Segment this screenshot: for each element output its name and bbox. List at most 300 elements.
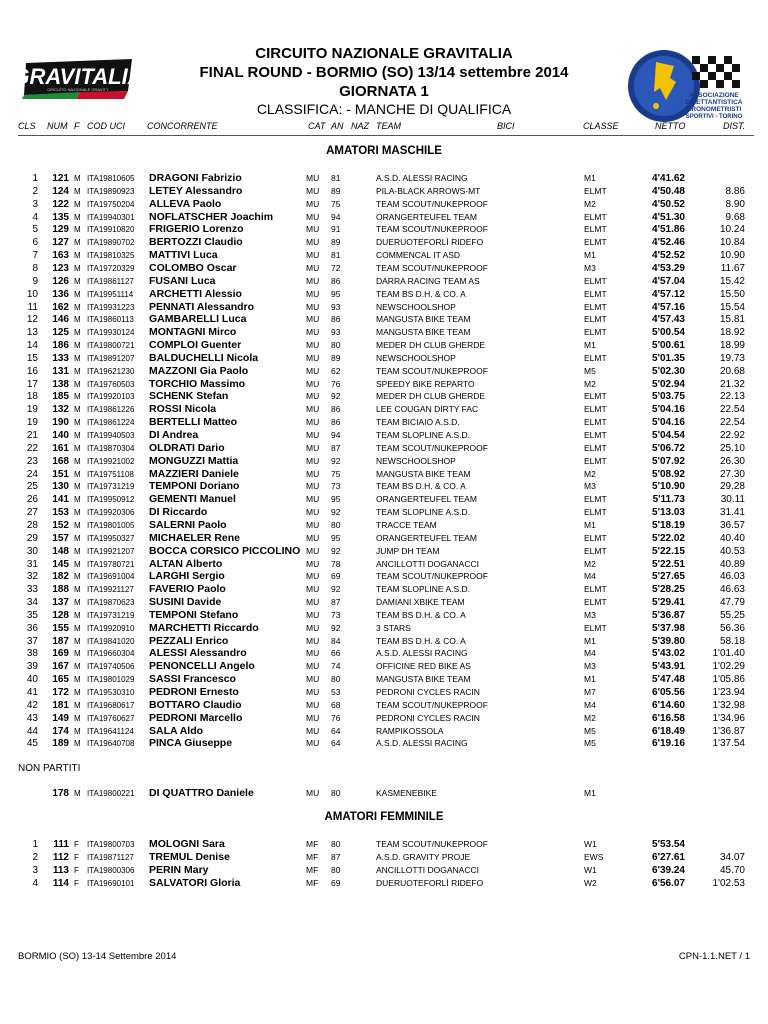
table-row xyxy=(0,275,768,288)
cell-competitor-name: FUSANI Luca xyxy=(149,274,216,287)
cell-gap: 36.57 xyxy=(719,519,745,531)
cell-competitor-name: PERIN Mary xyxy=(149,863,209,876)
cell-category: MU xyxy=(306,237,320,248)
col-dist: DIST. xyxy=(723,121,746,131)
cell-uci-code: ITA19950327 xyxy=(87,533,135,543)
cell-year: 73 xyxy=(331,481,341,492)
cell-team: TEAM SCOUT/NUKEPROOF xyxy=(376,262,488,273)
table-row xyxy=(0,558,768,571)
table-row xyxy=(0,570,768,583)
cell-uci-code: ITA19951114 xyxy=(87,289,134,299)
cell-bib: 174 xyxy=(52,725,69,737)
cell-bib: 168 xyxy=(52,455,69,467)
cell-competitor-name: OLDRATI Dario xyxy=(149,441,225,454)
cell-competitor-name: MATTIVI Luca xyxy=(149,249,218,262)
cell-team: MANGUSTA BIKE TEAM xyxy=(376,468,471,479)
cell-uci-code: ITA19870623 xyxy=(87,598,135,608)
cell-team: PEDRONI CYCLES RACIN xyxy=(376,712,480,723)
cell-class: ELMT xyxy=(584,417,607,428)
cell-team: RAMPIKOSSOLA xyxy=(376,725,444,736)
cell-team: NEWSCHOOLSHOP xyxy=(376,352,456,363)
cell-sex: M xyxy=(74,341,81,351)
cell-sex: M xyxy=(74,174,81,183)
cell-team: ANCILLOTTI DOGANACCI xyxy=(376,864,479,875)
table-row xyxy=(0,596,768,609)
cell-uci-code: ITA19731219 xyxy=(87,610,135,620)
cell-rank: 1 xyxy=(32,839,38,850)
cell-class: M2 xyxy=(584,712,596,723)
cell-class: ELMT xyxy=(584,404,607,415)
cell-competitor-name: PENONCELLI Angelo xyxy=(149,660,255,673)
cell-competitor-name: DI Andrea xyxy=(149,429,199,441)
cell-year: 80 xyxy=(331,519,341,530)
cell-category: MU xyxy=(306,288,320,299)
cell-net-time: 5'53.54 xyxy=(652,839,685,850)
cell-sex: F xyxy=(74,878,79,888)
cell-rank: 7 xyxy=(32,250,38,262)
table-row xyxy=(0,172,768,185)
col-cat: CAT xyxy=(308,121,326,131)
cell-gap: 22.13 xyxy=(719,391,745,403)
cell-gap: 34.07 xyxy=(719,851,745,863)
table-row xyxy=(0,519,768,532)
cell-class: M1 xyxy=(584,173,596,183)
cell-uci-code: ITA19641124 xyxy=(87,726,134,736)
cell-rank: 45 xyxy=(26,738,38,750)
cell-team: ORANGERTEUFEL TEAM xyxy=(376,494,477,505)
cell-competitor-name: TEMPONI Stefano xyxy=(149,608,239,621)
cell-team: ORANGERTEUFEL TEAM xyxy=(376,211,477,222)
cell-bib: 126 xyxy=(52,275,69,287)
cell-rank: 37 xyxy=(26,635,38,647)
cell-sex: M xyxy=(74,662,81,672)
cell-year: 86 xyxy=(331,314,341,325)
cell-bib: 188 xyxy=(52,584,69,596)
col-f: F xyxy=(74,121,80,131)
cell-uci-code: ITA19931223 xyxy=(87,302,135,312)
cell-year: 74 xyxy=(331,661,341,672)
cell-category: MF xyxy=(306,864,319,875)
cell-sex: M xyxy=(74,225,81,235)
cell-bib: 137 xyxy=(52,597,69,609)
cell-gap: 46.63 xyxy=(719,584,745,596)
cell-rank: 21 xyxy=(26,430,38,441)
cell-class: ELMT xyxy=(584,314,607,325)
cell-bib: 113 xyxy=(52,864,69,876)
cell-rank: 22 xyxy=(26,442,38,454)
cell-class: ELMT xyxy=(584,584,607,595)
cell-competitor-name: BOCCA CORSICO PICCOLINO xyxy=(149,544,301,557)
cell-bib: 178 xyxy=(52,788,69,799)
cell-class: ELMT xyxy=(584,494,607,505)
cell-sex: M xyxy=(74,443,81,453)
cell-category: MU xyxy=(306,468,320,479)
cell-bib: 132 xyxy=(52,404,69,416)
cell-sex: M xyxy=(74,186,81,196)
cell-year: 94 xyxy=(331,430,341,440)
cell-year: 53 xyxy=(331,687,341,697)
cell-year: 95 xyxy=(331,288,341,299)
cell-year: 87 xyxy=(331,597,341,608)
cell-category: MU xyxy=(306,584,320,595)
cell-sex: M xyxy=(74,610,81,620)
cell-bib: 140 xyxy=(52,430,69,441)
cell-class: EWS xyxy=(584,851,604,862)
cell-gap: 11.67 xyxy=(720,262,745,274)
cell-competitor-name: MICHAELER Rene xyxy=(149,531,241,544)
cell-category: MU xyxy=(306,301,320,312)
circuit-title: CIRCUITO NAZIONALE GRAVITALIA xyxy=(255,45,513,62)
table-row xyxy=(0,262,768,275)
cell-team: DUERUOTEFORLÌ RIDEFO xyxy=(376,237,484,248)
cell-uci-code: ITA19861224 xyxy=(87,418,135,428)
cell-rank: 14 xyxy=(26,340,38,352)
cell-net-time: 5'04.16 xyxy=(652,404,685,416)
cell-competitor-name: PENNATI Alessandro xyxy=(149,300,255,313)
cell-class: ELMT xyxy=(584,532,607,543)
cell-sex: M xyxy=(74,649,81,659)
cell-year: 92 xyxy=(331,545,341,556)
cell-net-time: 5'47.48 xyxy=(652,674,685,686)
cell-sex: M xyxy=(74,199,81,209)
table-row xyxy=(0,249,768,262)
col-concorrente: CONCORRENTE xyxy=(147,121,218,131)
svg-text:GRAVITALIA: RAVITALIA xyxy=(29,64,138,89)
cell-team: TEAM SCOUT/NUKEPROOF xyxy=(376,839,488,849)
cell-competitor-name: PEDRONI Ernesto xyxy=(149,686,239,698)
cell-team: DUERUOTEFORLÌ RIDEFO xyxy=(376,877,484,888)
section-non-partiti: NON PARTITI xyxy=(18,763,81,774)
cell-gap: 58.18 xyxy=(719,635,745,647)
cell-bib: 129 xyxy=(52,224,69,236)
cell-net-time: 5'04.54 xyxy=(652,430,685,441)
cell-gap: 1'01.40 xyxy=(712,648,745,660)
cell-category: MU xyxy=(306,481,320,492)
cell-category: MU xyxy=(306,699,320,710)
cell-sex: M xyxy=(74,353,81,363)
cell-gap: 40.89 xyxy=(719,558,745,570)
cell-net-time: 5'28.25 xyxy=(652,584,685,596)
cell-rank: 30 xyxy=(26,545,38,557)
cell-team: MEDER DH CLUB GHERDE xyxy=(376,391,486,402)
cell-gap: 1'02.53 xyxy=(712,877,745,889)
cell-year: 92 xyxy=(331,622,341,633)
cell-class: W1 xyxy=(584,839,597,849)
cell-sex: M xyxy=(74,688,81,697)
cell-team: TEAM BICIAIO A.S.D. xyxy=(376,417,460,428)
cell-year: 62 xyxy=(331,365,341,376)
svg-text:ASSOCIAZIONE: ASSOCIAZIONE xyxy=(689,92,739,99)
footer-location-date: BORMIO (SO) 13-14 Settembre 2014 xyxy=(18,951,177,962)
table-row xyxy=(0,455,768,468)
table-row xyxy=(0,851,768,864)
cell-uci-code: ITA19841020 xyxy=(87,636,135,646)
cell-net-time: 6'05.56 xyxy=(652,687,685,698)
table-row xyxy=(0,198,768,211)
cell-bib: 133 xyxy=(52,352,69,364)
cell-year: 64 xyxy=(331,725,341,736)
cell-net-time: 5'22.51 xyxy=(652,558,685,570)
cell-bib: 136 xyxy=(52,288,69,300)
cell-category: MU xyxy=(306,211,320,222)
cell-uci-code: ITA19800703 xyxy=(87,840,135,849)
cell-net-time: 6'56.07 xyxy=(652,877,685,889)
cell-team: TEAM SCOUT/NUKEPROOF xyxy=(376,571,488,582)
cell-sex: M xyxy=(74,379,81,389)
gravitalia-logo xyxy=(20,55,138,101)
cell-sex: M xyxy=(74,276,81,286)
cell-class: ELMT xyxy=(584,327,607,338)
ranking-title: CLASSIFICA: - MANCHE DI QUALIFICA xyxy=(256,101,512,117)
cell-uci-code: ITA19800221 xyxy=(87,789,135,798)
cell-category: MU xyxy=(306,275,320,286)
cell-team: MANGUSTA BIKE TEAM xyxy=(376,674,471,685)
cell-bib: 148 xyxy=(52,545,69,557)
cell-uci-code: ITA19860113 xyxy=(87,315,134,325)
table-row xyxy=(0,185,768,198)
cell-rank: 38 xyxy=(26,648,38,660)
cell-sex: M xyxy=(74,289,81,299)
cell-bib: 172 xyxy=(52,687,69,698)
cell-gap: 1'32.98 xyxy=(712,699,745,711)
cell-sex: M xyxy=(74,520,81,530)
cell-class: M2 xyxy=(584,378,596,389)
cell-year: 80 xyxy=(331,864,341,875)
cell-uci-code: ITA19800306 xyxy=(87,865,135,875)
cell-class: ELMT xyxy=(584,301,607,312)
cell-class: ELMT xyxy=(584,545,607,556)
cell-gap: 8.90 xyxy=(725,198,745,210)
cell-team: OFFICINE RED BIKE AS xyxy=(376,661,471,672)
cell-uci-code: ITA19621230 xyxy=(87,366,135,376)
cell-team: 3 STARS xyxy=(376,622,411,633)
table-row xyxy=(0,236,768,249)
cell-uci-code: ITA19660304 xyxy=(87,649,135,659)
cell-net-time: 4'50.52 xyxy=(652,198,685,210)
cell-class: M3 xyxy=(584,609,596,620)
cell-gap: 22.92 xyxy=(719,430,745,441)
cell-class: ELMT xyxy=(584,430,607,440)
cell-rank: 27 xyxy=(26,507,38,519)
cell-net-time: 5'13.03 xyxy=(652,507,685,519)
cell-competitor-name: BERTOZZI Claudio xyxy=(149,236,243,249)
cell-category: MU xyxy=(306,494,320,505)
cell-net-time: 5'22.02 xyxy=(652,532,685,544)
cell-rank: 11 xyxy=(27,301,38,313)
cell-year: 93 xyxy=(331,327,341,338)
table-row xyxy=(0,737,768,750)
cell-year: 86 xyxy=(331,404,341,415)
cell-team: A.S.D. ALESSI RACING xyxy=(376,173,468,183)
cell-category: MU xyxy=(306,417,320,428)
cell-class: M1 xyxy=(584,250,596,261)
cell-uci-code: ITA19861226 xyxy=(87,405,135,415)
cell-category: MU xyxy=(306,558,320,569)
cell-class: M1 xyxy=(584,635,596,646)
cell-team: NEWSCHOOLSHOP xyxy=(376,301,456,312)
cell-year: 93 xyxy=(331,301,341,312)
cell-uci-code: ITA19800721 xyxy=(87,341,135,351)
cell-team: LEE COUGAN DIRTY FAC xyxy=(376,404,479,415)
cell-net-time: 4'52.46 xyxy=(652,237,685,249)
cell-sex: M xyxy=(74,585,81,595)
cell-class: M5 xyxy=(584,738,596,749)
cell-sex: M xyxy=(74,328,81,338)
cell-competitor-name: PEDRONI Marcello xyxy=(149,711,243,724)
col-team: TEAM xyxy=(376,121,402,131)
cell-bib: 189 xyxy=(52,738,69,750)
cell-class: ELMT xyxy=(584,597,607,608)
cell-bib: 186 xyxy=(52,340,69,352)
cell-year: 95 xyxy=(331,532,341,543)
cell-sex: M xyxy=(74,546,81,556)
cell-category: MU xyxy=(306,404,320,415)
cell-uci-code: ITA19750204 xyxy=(87,199,135,209)
table-row xyxy=(0,864,768,877)
cell-category: MU xyxy=(306,507,320,518)
table-row xyxy=(0,532,768,545)
cell-competitor-name: SALERNI Paolo xyxy=(149,518,227,531)
cell-rank: 25 xyxy=(26,481,38,493)
table-row xyxy=(0,223,768,236)
cell-bib: 161 xyxy=(52,442,69,454)
cell-bib: 182 xyxy=(52,571,69,583)
cell-bib: 167 xyxy=(52,661,69,673)
cell-sex: F xyxy=(74,865,79,875)
cell-team: TEAM BS D.H. & CO. A xyxy=(376,609,466,620)
cell-bib: 190 xyxy=(52,417,69,429)
cell-gap: 31.41 xyxy=(719,507,745,519)
cell-gap: 19.73 xyxy=(719,352,745,364)
cell-competitor-name: MONGUZZI Mattia xyxy=(149,454,239,467)
cell-bib: 124 xyxy=(52,185,69,197)
cell-sex: M xyxy=(74,238,81,248)
cell-competitor-name: SALA Aldo xyxy=(149,724,204,737)
cell-year: 92 xyxy=(331,455,341,466)
table-row xyxy=(0,699,768,712)
cell-year: 75 xyxy=(331,198,341,209)
cell-uci-code: ITA19921002 xyxy=(87,456,135,466)
cell-competitor-name: COMPLOI Guenter xyxy=(149,339,242,352)
cell-category: MU xyxy=(306,545,320,556)
cell-year: 80 xyxy=(331,674,341,685)
cell-bib: 112 xyxy=(52,851,69,863)
cell-bib: 128 xyxy=(52,609,69,621)
cell-category: MU xyxy=(306,224,320,235)
cell-sex: M xyxy=(74,431,81,440)
cell-class: M4 xyxy=(584,648,596,659)
cell-gap: 1'37.54 xyxy=(712,738,745,750)
cell-net-time: 5'18.19 xyxy=(652,519,685,531)
cell-competitor-name: TEMPONI Doriano xyxy=(149,480,240,493)
cell-net-time: 4'41.62 xyxy=(652,173,685,184)
cell-sex: M xyxy=(74,469,81,479)
cell-rank: 4 xyxy=(32,877,38,889)
cell-net-time: 4'57.43 xyxy=(652,314,685,326)
cell-competitor-name: DRAGONI Fabrizio xyxy=(149,172,242,184)
section-amatori-femminile: AMATORI FEMMINILE xyxy=(324,811,444,823)
cell-bib: 151 xyxy=(52,468,69,480)
cell-rank: 2 xyxy=(32,185,38,197)
cell-gap: 20.68 xyxy=(719,365,745,377)
cell-net-time: 5'11.73 xyxy=(652,494,685,506)
event-title: FINAL ROUND - BORMIO (SO) 13/14 settembre 2014 xyxy=(199,64,569,81)
cell-rank: 12 xyxy=(26,314,38,326)
cell-bib: 130 xyxy=(52,481,69,493)
cell-team: MEDER DH CLUB GHERDE xyxy=(376,340,486,351)
table-row xyxy=(0,609,768,622)
cell-competitor-name: GAMBARELLI Luca xyxy=(149,313,247,326)
cell-class: ELMT xyxy=(584,288,607,299)
cell-category: MU xyxy=(306,648,320,659)
cell-rank: 6 xyxy=(32,237,38,249)
cell-bib: 152 xyxy=(52,519,69,531)
cell-gap: 1'34.96 xyxy=(712,712,745,724)
cell-year: 68 xyxy=(331,699,341,710)
cell-gap: 45.70 xyxy=(719,864,745,876)
cell-category: MU xyxy=(306,609,320,620)
cell-competitor-name: FRIGERIO Lorenzo xyxy=(149,223,244,236)
cell-team: TEAM BS D.H. & CO. A xyxy=(376,635,466,646)
cell-team: ANCILLOTTI DOGANACCI xyxy=(376,558,479,569)
cell-category: MU xyxy=(306,442,320,453)
cell-sex: M xyxy=(74,315,81,325)
cell-gap: 22.54 xyxy=(719,404,745,416)
cell-competitor-name: FAVERIO Paolo xyxy=(149,583,226,596)
cell-gap: 47.79 xyxy=(719,597,745,609)
cell-uci-code: ITA19910820 xyxy=(87,225,135,235)
cell-bib: 169 xyxy=(52,648,69,660)
cell-net-time: 4'51.30 xyxy=(652,211,685,223)
cell-class: M4 xyxy=(584,571,596,582)
cell-competitor-name: MAZZIERI Daniele xyxy=(149,467,239,480)
cell-year: 66 xyxy=(331,648,341,659)
table-row xyxy=(0,352,768,365)
cell-net-time: 6'18.49 xyxy=(652,725,685,737)
cell-year: 80 xyxy=(331,839,341,849)
cell-competitor-name: LARGHI Sergio xyxy=(149,570,225,583)
cell-net-time: 6'14.60 xyxy=(652,699,685,711)
cell-category: MU xyxy=(306,327,320,338)
cell-competitor-name: SUSINI Davide xyxy=(149,596,222,609)
cell-gap: 40.53 xyxy=(719,545,745,557)
cell-bib: 157 xyxy=(52,532,69,544)
cell-category: MU xyxy=(306,635,320,646)
cell-rank: 26 xyxy=(26,494,38,506)
cell-team: MANGUSTA BIKE TEAM xyxy=(376,327,471,338)
table-row xyxy=(0,378,768,391)
table-row xyxy=(0,211,768,224)
cell-competitor-name: NOFLATSCHER Joachim xyxy=(149,210,274,223)
cell-year: 81 xyxy=(331,250,341,261)
cell-gap: 18.92 xyxy=(719,327,745,339)
cell-class: ELMT xyxy=(584,442,607,453)
cell-rank: 9 xyxy=(32,275,38,287)
cell-year: 69 xyxy=(331,877,341,888)
cell-bib: 145 xyxy=(52,558,69,570)
table-row xyxy=(0,635,768,648)
table-row xyxy=(0,877,768,890)
cell-net-time: 5'04.16 xyxy=(652,417,685,429)
cell-class: M1 xyxy=(584,674,596,685)
cell-competitor-name: ROSSI Nicola xyxy=(149,403,217,416)
cell-net-time: 5'08.92 xyxy=(652,468,685,480)
cell-year: 78 xyxy=(331,558,341,569)
cell-net-time: 4'57.04 xyxy=(652,275,685,287)
cell-bib: 155 xyxy=(52,622,69,634)
cell-class: ELMT xyxy=(584,185,607,196)
cell-rank: 17 xyxy=(26,378,38,390)
